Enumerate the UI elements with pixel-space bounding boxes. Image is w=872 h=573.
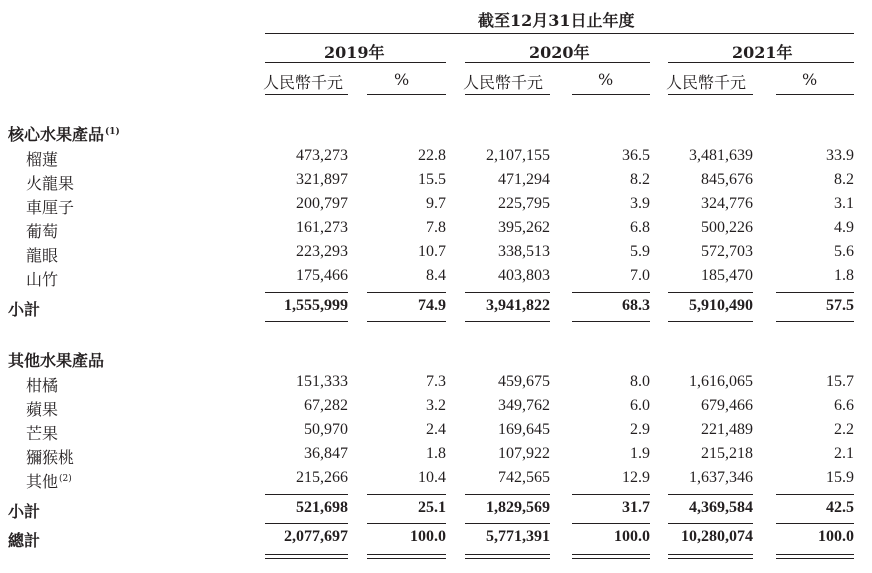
row-label-1-1 xyxy=(26,147,58,170)
row-2-4-col-2: 1.8 xyxy=(426,445,446,462)
row-label-1-6 xyxy=(26,267,58,290)
total-double-rule-a-2 xyxy=(367,554,446,555)
subtotal-1-col-1: 1,555,999 xyxy=(284,297,348,314)
subtotal-2-col-5: 4,369,584 xyxy=(689,499,753,516)
subtotal-1-col-4: 68.3 xyxy=(622,297,650,314)
subtotal-underline-2-4 xyxy=(572,523,650,524)
percent-label-2: % xyxy=(598,70,614,89)
total-col-4: 100.0 xyxy=(614,528,650,545)
row-2-1-col-1: 151,333 xyxy=(296,373,348,390)
row-2-3-col-4: 2.9 xyxy=(630,421,650,438)
unit-label-2: 人民幣千元 xyxy=(463,73,544,92)
total-label-text: 總計 xyxy=(8,531,41,550)
subtotal-underline-2-2 xyxy=(367,523,446,524)
row-1-4-col-1: 161,273 xyxy=(296,219,348,236)
subtotal-underline-1-2 xyxy=(367,321,446,322)
row-label-1-5 xyxy=(26,243,58,266)
section-title-2-text: 其他水果產品 xyxy=(8,351,105,370)
row-2-1-col-6: 15.7 xyxy=(826,373,854,390)
row-2-2-col-6: 6.6 xyxy=(834,397,854,414)
row-1-6-col-6: 1.8 xyxy=(834,267,854,284)
subtotal-2-col-4: 31.7 xyxy=(622,499,650,516)
year-rule-1 xyxy=(265,62,446,63)
row-1-5-col-5: 572,703 xyxy=(701,243,753,260)
row-2-4-col-5: 215,218 xyxy=(701,445,753,462)
row-2-3-col-1: 50,970 xyxy=(304,421,348,438)
subtotal-rule-2-2 xyxy=(367,494,446,495)
row-1-2-col-6: 8.2 xyxy=(834,171,854,188)
total-double-rule-a-5 xyxy=(668,554,753,555)
subtotal-rule-1-2 xyxy=(367,292,446,293)
total-double-rule-b-1 xyxy=(265,558,348,559)
subtotal-underline-1-4 xyxy=(572,321,650,322)
row-2-5-col-5: 1,637,346 xyxy=(689,469,753,486)
subtotal-underline-1-5 xyxy=(668,321,753,322)
subtotal-2-col-2: 25.1 xyxy=(418,499,446,516)
row-1-2-col-1: 321,897 xyxy=(296,171,348,188)
row-label-2-4 xyxy=(26,445,74,468)
row-2-2-col-3: 349,762 xyxy=(498,397,550,414)
row-1-4-col-6: 4.9 xyxy=(834,219,854,236)
subtotal-underline-2-1 xyxy=(265,523,348,524)
row-2-5-col-6: 15.9 xyxy=(826,469,854,486)
subtotal-1-col-6: 57.5 xyxy=(826,297,854,314)
row-1-3-col-5: 324,776 xyxy=(701,195,753,212)
row-1-1-col-6: 33.9 xyxy=(826,147,854,164)
total-double-rule-a-4 xyxy=(572,554,650,555)
percent-underline-3 xyxy=(776,94,854,95)
subtotal-label-2 xyxy=(8,499,40,522)
row-1-5-col-1: 223,293 xyxy=(296,243,348,260)
percent-underline-1 xyxy=(367,94,446,95)
unit-label-3: 人民幣千元 xyxy=(666,73,747,92)
row-label-2-2 xyxy=(26,397,58,420)
total-col-6: 100.0 xyxy=(818,528,854,545)
unit-label-1: 人民幣千元 xyxy=(263,73,344,92)
subtotal-rule-1-3 xyxy=(465,292,550,293)
percent-label-3: % xyxy=(802,70,818,89)
subtotal-1-col-3: 3,941,822 xyxy=(486,297,550,314)
unit-underline-2 xyxy=(465,94,550,95)
row-1-6-col-3: 403,803 xyxy=(498,267,550,284)
row-label-1-3 xyxy=(26,195,74,218)
row-label-2-1-text: 柑橘 xyxy=(26,376,59,395)
row-2-3-col-2: 2.4 xyxy=(426,421,446,438)
total-double-rule-b-4 xyxy=(572,558,650,559)
year-rule-2 xyxy=(465,62,650,63)
subtotal-rule-2-3 xyxy=(465,494,550,495)
row-1-3-col-6: 3.1 xyxy=(834,195,854,212)
row-2-4-col-6: 2.1 xyxy=(834,445,854,462)
subtotal-2-col-6: 42.5 xyxy=(826,499,854,516)
row-label-1-5-text: 龍眼 xyxy=(26,246,59,265)
row-1-1-col-3: 2,107,155 xyxy=(486,147,550,164)
total-double-rule-b-6 xyxy=(776,558,854,559)
row-2-2-col-2: 3.2 xyxy=(426,397,446,414)
row-label-2-1 xyxy=(26,373,58,396)
row-label-2-5 xyxy=(26,469,72,492)
row-1-3-col-4: 3.9 xyxy=(630,195,650,212)
total-col-1: 2,077,697 xyxy=(284,528,348,545)
subtotal-label-1-text: 小計 xyxy=(8,300,41,319)
row-1-4-col-5: 500,226 xyxy=(701,219,753,236)
row-1-1-col-5: 3,481,639 xyxy=(689,147,753,164)
subtotal-rule-1-6 xyxy=(776,292,854,293)
row-1-3-col-3: 225,795 xyxy=(498,195,550,212)
subtotal-rule-2-5 xyxy=(668,494,753,495)
row-1-2-col-4: 8.2 xyxy=(630,171,650,188)
row-1-4-col-2: 7.8 xyxy=(426,219,446,236)
row-2-2-col-5: 679,466 xyxy=(701,397,753,414)
row-1-5-col-3: 338,513 xyxy=(498,243,550,260)
year-rule-3 xyxy=(668,62,854,63)
header-rule xyxy=(265,33,854,34)
row-2-1-col-4: 8.0 xyxy=(630,373,650,390)
row-1-2-col-5: 845,676 xyxy=(701,171,753,188)
total-col-2: 100.0 xyxy=(410,528,446,545)
unit-underline-1 xyxy=(265,94,348,95)
total-double-rule-b-2 xyxy=(367,558,446,559)
row-2-2-col-1: 67,282 xyxy=(304,397,348,414)
year-label-1: 2019年 xyxy=(324,43,385,62)
row-2-2-col-4: 6.0 xyxy=(630,397,650,414)
row-2-1-col-2: 7.3 xyxy=(426,373,446,390)
row-label-2-5-text: 其他 xyxy=(26,472,59,491)
row-1-2-col-2: 15.5 xyxy=(418,171,446,188)
row-label-1-4 xyxy=(26,219,58,242)
row-label-2-3-text: 芒果 xyxy=(26,424,59,443)
subtotal-underline-2-6 xyxy=(776,523,854,524)
row-1-1-col-2: 22.8 xyxy=(418,147,446,164)
row-2-5-col-1: 215,266 xyxy=(296,469,348,486)
subtotal-1-col-2: 74.9 xyxy=(418,297,446,314)
subtotal-underline-1-3 xyxy=(465,321,550,322)
section-title-1 xyxy=(8,122,120,145)
row-1-3-col-1: 200,797 xyxy=(296,195,348,212)
row-1-4-col-3: 395,262 xyxy=(498,219,550,236)
row-1-2-col-3: 471,294 xyxy=(498,171,550,188)
row-label-1-6-text: 山竹 xyxy=(26,270,59,289)
row-2-4-col-1: 36,847 xyxy=(304,445,348,462)
subtotal-rule-2-6 xyxy=(776,494,854,495)
row-label-2-3 xyxy=(26,421,58,444)
row-2-5-col-2: 10.4 xyxy=(418,469,446,486)
total-double-rule-a-6 xyxy=(776,554,854,555)
row-label-1-3-text: 車厘子 xyxy=(26,198,75,217)
subtotal-underline-1-1 xyxy=(265,321,348,322)
subtotal-1-col-5: 5,910,490 xyxy=(689,297,753,314)
row-2-5-col-3: 742,565 xyxy=(498,469,550,486)
section-title-2 xyxy=(8,348,104,371)
row-label-2-4-text: 獼猴桃 xyxy=(26,448,75,467)
row-label-2-2-text: 蘋果 xyxy=(26,400,59,419)
row-label-2-5-footnote: (2) xyxy=(59,474,72,484)
row-1-5-col-4: 5.9 xyxy=(630,243,650,260)
subtotal-underline-1-6 xyxy=(776,321,854,322)
total-double-rule-b-3 xyxy=(465,558,550,559)
subtotal-underline-2-5 xyxy=(668,523,753,524)
row-label-1-4-text: 葡萄 xyxy=(26,222,59,241)
subtotal-rule-2-4 xyxy=(572,494,650,495)
total-double-rule-a-3 xyxy=(465,554,550,555)
total-col-5: 10,280,074 xyxy=(681,528,753,545)
row-2-1-col-5: 1,616,065 xyxy=(689,373,753,390)
subtotal-underline-2-3 xyxy=(465,523,550,524)
row-1-4-col-4: 6.8 xyxy=(630,219,650,236)
row-label-1-1-text: 榴蓮 xyxy=(26,150,59,169)
section-title-1-footnote: (1) xyxy=(105,127,120,137)
subtotal-2-col-1: 521,698 xyxy=(296,499,348,516)
row-2-3-col-5: 221,489 xyxy=(701,421,753,438)
row-1-1-col-1: 473,273 xyxy=(296,147,348,164)
row-2-3-col-3: 169,645 xyxy=(498,421,550,438)
total-col-3: 5,771,391 xyxy=(486,528,550,545)
row-1-1-col-4: 36.5 xyxy=(622,147,650,164)
row-1-6-col-5: 185,470 xyxy=(701,267,753,284)
row-2-4-col-4: 1.9 xyxy=(630,445,650,462)
row-1-5-col-2: 10.7 xyxy=(418,243,446,260)
row-2-1-col-3: 459,675 xyxy=(498,373,550,390)
section-title-1-text: 核心水果產品 xyxy=(8,125,105,144)
total-double-rule-a-1 xyxy=(265,554,348,555)
row-2-5-col-4: 12.9 xyxy=(622,469,650,486)
percent-label-1: % xyxy=(394,70,410,89)
row-1-6-col-4: 7.0 xyxy=(630,267,650,284)
row-2-4-col-3: 107,922 xyxy=(498,445,550,462)
row-1-6-col-2: 8.4 xyxy=(426,267,446,284)
subtotal-2-col-3: 1,829,569 xyxy=(486,499,550,516)
subtotal-label-2-text: 小計 xyxy=(8,502,41,521)
row-label-1-2 xyxy=(26,171,74,194)
row-2-3-col-6: 2.2 xyxy=(834,421,854,438)
subtotal-rule-1-5 xyxy=(668,292,753,293)
total-label xyxy=(8,528,40,551)
percent-underline-2 xyxy=(572,94,650,95)
year-label-2: 2020年 xyxy=(529,43,590,62)
year-label-3: 2021年 xyxy=(732,43,793,62)
subtotal-rule-1-4 xyxy=(572,292,650,293)
total-double-rule-b-5 xyxy=(668,558,753,559)
row-label-1-2-text: 火龍果 xyxy=(26,174,75,193)
subtotal-rule-1-1 xyxy=(265,292,348,293)
row-1-6-col-1: 175,466 xyxy=(296,267,348,284)
unit-underline-3 xyxy=(668,94,753,95)
row-1-5-col-6: 5.6 xyxy=(834,243,854,260)
subtotal-label-1 xyxy=(8,297,40,320)
period-header: 截至12月31日止年度 xyxy=(478,11,635,30)
subtotal-rule-2-1 xyxy=(265,494,348,495)
row-1-3-col-2: 9.7 xyxy=(426,195,446,212)
